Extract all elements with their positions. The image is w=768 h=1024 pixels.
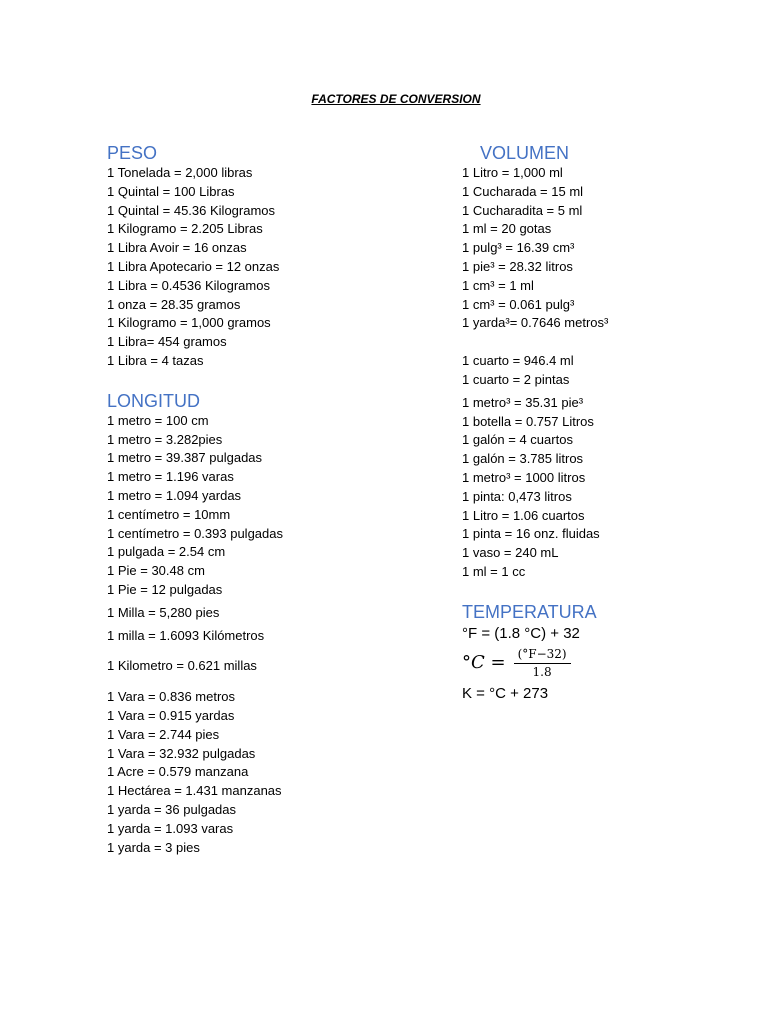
list-item: 1 centímetro = 0.393 pulgadas [107, 525, 283, 541]
list-item: 1 botella = 0.757 Litros [462, 413, 594, 429]
celsius-formula [462, 645, 762, 683]
list-item: 1 centímetro = 10mm [107, 506, 231, 522]
right-column [462, 142, 762, 705]
document-title: FACTORES DE CONVERSION [311, 92, 481, 106]
list-item: 1 ml = 20 gotas [462, 221, 552, 237]
list-item: 1 Vara = 32.932 pulgadas [107, 745, 256, 761]
list-item: 1 milla = 1.6093 Kilómetros [107, 627, 265, 643]
list-item: 1 Libra Avoir = 16 onzas [107, 240, 247, 256]
list-item: 1 pinta = 16 onz. fluidas [462, 526, 600, 542]
kelvin-formula: K = °C + 273 [462, 684, 549, 702]
list-item: 1 Vara = 2.744 pies [107, 726, 220, 742]
list-item: 1 pie³ = 28.32 litros [462, 258, 573, 274]
list-item: 1 Kilogramo = 1,000 gramos [107, 315, 271, 331]
list-item: 1 Kilogramo = 2.205 Libras [107, 221, 263, 237]
list-item: 1 Cucharadita = 5 ml [462, 202, 583, 218]
list-item: 1 Acre = 0.579 manzana [107, 764, 249, 780]
peso-heading: PESO [107, 143, 158, 163]
list-item: 1 Quintal = 100 Libras [107, 183, 235, 199]
temperatura-heading: TEMPERATURA [462, 601, 597, 622]
list-item: 1 Milla = 5,280 pies [107, 604, 220, 620]
celsius-formula-lhs: °C = [462, 652, 506, 674]
list-item: 1 Hectárea = 1.431 manzanas [107, 783, 282, 799]
list-item: 1 yarda = 36 pulgadas [107, 801, 237, 817]
list-item: 1 pulgada = 2.54 cm [107, 544, 226, 560]
list-item: 1 galón = 3.785 litros [462, 451, 584, 467]
list-item: 1 cm³ = 0.061 pulg³ [462, 296, 575, 312]
list-item: 1 galón = 4 cuartos [462, 432, 573, 448]
list-item: 1 Libra = 4 tazas [107, 352, 204, 368]
list-item: 1 metro = 39.387 pulgadas [107, 450, 263, 466]
list-item: 1 Litro = 1.06 cuartos [462, 507, 585, 523]
list-item: 1 vaso = 240 mL [462, 545, 559, 561]
list-item: 1 pulg³ = 16.39 cm³ [462, 240, 575, 256]
celsius-fraction [514, 647, 571, 680]
list-item: 1 Pie = 30.48 cm [107, 563, 205, 579]
longitud-heading: LONGITUD [107, 390, 201, 411]
list-item: 1 metro = 1.196 varas [107, 469, 234, 485]
list-item: 1 cuarto = 2 pintas [462, 371, 570, 387]
list-item: 1 yarda³= 0.7646 metros³ [462, 315, 609, 331]
peso-list [107, 164, 437, 371]
list-item: 1 Vara = 0.915 yardas [107, 707, 235, 723]
left-column [107, 142, 437, 857]
list-item: 1 cuarto = 946.4 ml [462, 353, 574, 369]
list-item: 1 cm³ = 1 ml [462, 277, 534, 293]
list-item: 1 Cucharada = 15 ml [462, 183, 584, 199]
longitud-list [107, 412, 437, 858]
list-item: 1 metro = 3.282pies [107, 431, 223, 447]
list-item: 1 Pie = 12 pulgadas [107, 581, 223, 597]
list-item: 1 yarda = 3 pies [107, 839, 200, 855]
list-item: 1 Quintal = 45.36 Kilogramos [107, 202, 276, 218]
list-item: 1 Libra= 454 gramos [107, 334, 227, 350]
list-item: 1 Tonelada = 2,000 libras [107, 165, 253, 180]
list-item: 1 Libra = 0.4536 Kilogramos [107, 277, 270, 293]
fahrenheit-formula: °F = (1.8 °C) + 32 [462, 624, 580, 642]
list-item: 1 Libra Apotecario = 12 onzas [107, 258, 280, 274]
list-item: 1 ml = 1 cc [462, 563, 526, 579]
list-item: 1 metro = 100 cm [107, 412, 209, 428]
list-item: 1 Kilometro = 0.621 millas [107, 658, 257, 674]
list-item: 1 onza = 28.35 gramos [107, 296, 241, 312]
list-item: 1 Litro = 1,000 ml [462, 165, 563, 180]
celsius-fraction-numerator: (°F−32) [514, 647, 571, 664]
volumen-list [462, 164, 762, 582]
list-item: 1 metro = 1.094 yardas [107, 487, 242, 503]
list-item: 1 Vara = 0.836 metros [107, 689, 236, 705]
volumen-heading: VOLUMEN [480, 143, 570, 163]
list-item: 1 yarda = 1.093 varas [107, 820, 234, 836]
list-item: 1 metro³ = 35.31 pie³ [462, 394, 584, 410]
celsius-fraction-denominator: 1.8 [532, 665, 552, 680]
list-item: 1 pinta: 0,473 litros [462, 488, 572, 504]
list-item: 1 metro³ = 1000 litros [462, 469, 586, 485]
